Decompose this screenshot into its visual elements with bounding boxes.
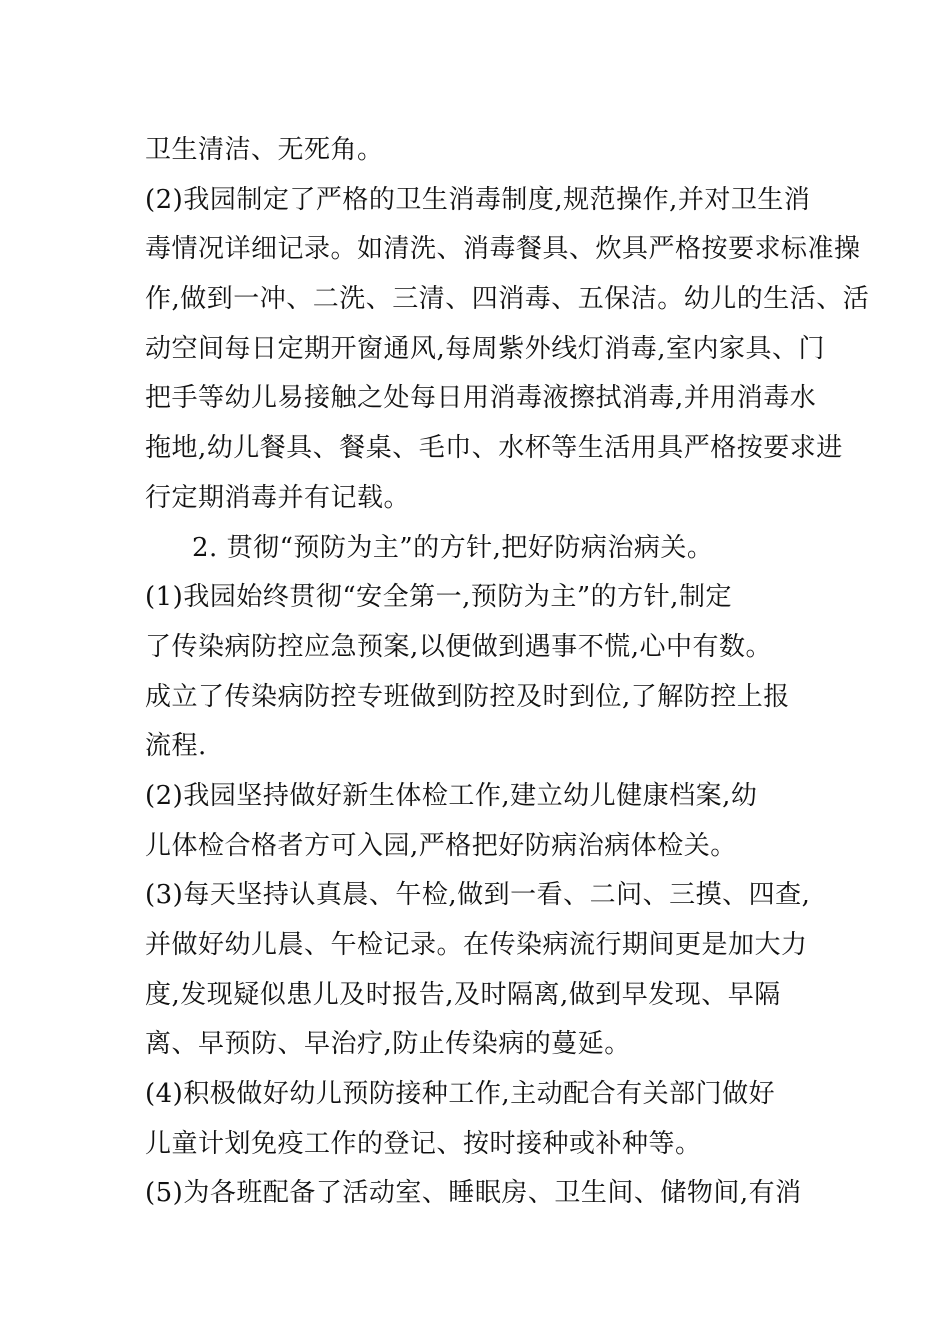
text-line: (4)积极做好幼儿预防接种工作,主动配合有关部门做好 bbox=[145, 1079, 776, 1109]
text-line: 离、早预防、早治疗,防止传染病的蔓延。 bbox=[145, 1029, 631, 1059]
text-line: 儿童计划免疫工作的登记、按时接种或补种等。 bbox=[145, 1129, 702, 1159]
text-line: (2)我园坚持做好新生体检工作,建立幼儿健康档案,幼 bbox=[145, 781, 758, 811]
text-line: 成立了传染病防控专班做到防控及时到位,了解防控上报 bbox=[145, 682, 790, 712]
text-line: 度,发现疑似患儿及时报告,及时隔离,做到早发现、早隔 bbox=[145, 980, 781, 1010]
text-line: 卫生清洁、无死角。 bbox=[145, 135, 384, 165]
text-line: 儿体检合格者方可入园,严格把好防病治病体检关。 bbox=[145, 831, 737, 861]
text-line: 了传染病防控应急预案,以便做到遇事不慌,心中有数。 bbox=[145, 632, 773, 662]
text-line: (1)我园始终贯彻“安全第一,预防为主”的方针,制定 bbox=[145, 582, 732, 612]
text-line: 动空间每日定期开窗通风,每周紫外线灯消毒,室内家具、门 bbox=[145, 334, 826, 364]
text-line: (5)为各班配备了活动室、睡眠房、卫生间、储物间,有消 bbox=[145, 1178, 802, 1208]
text-line: (2)我园制定了严格的卫生消毒制度,规范操作,并对卫生消 bbox=[145, 185, 811, 215]
text-line: 作,做到一冲、二洗、三清、四消毒、五保洁。幼儿的生活、活 bbox=[145, 284, 870, 314]
text-line: 毒情况详细记录。如清洗、消毒餐具、炊具严格按要求标准操 bbox=[145, 234, 861, 264]
text-line: (3)每天坚持认真晨、午检,做到一看、二问、三摸、四查, bbox=[145, 880, 811, 910]
text-line: 并做好幼儿晨、午检记录。在传染病流行期间更是加大力 bbox=[145, 930, 808, 960]
text-line: 流程. bbox=[145, 731, 207, 761]
text-line: 把手等幼儿易接触之处每日用消毒液擦拭消毒,并用消毒水 bbox=[145, 383, 817, 413]
text-line: 拖地,幼儿餐具、餐桌、毛巾、水杯等生活用具严格按要求进 bbox=[145, 433, 843, 463]
text-line: 行定期消毒并有记载。 bbox=[145, 483, 411, 513]
section-heading: 2. 贯彻“预防为主”的方针,把好防病治病关。 bbox=[192, 533, 714, 563]
